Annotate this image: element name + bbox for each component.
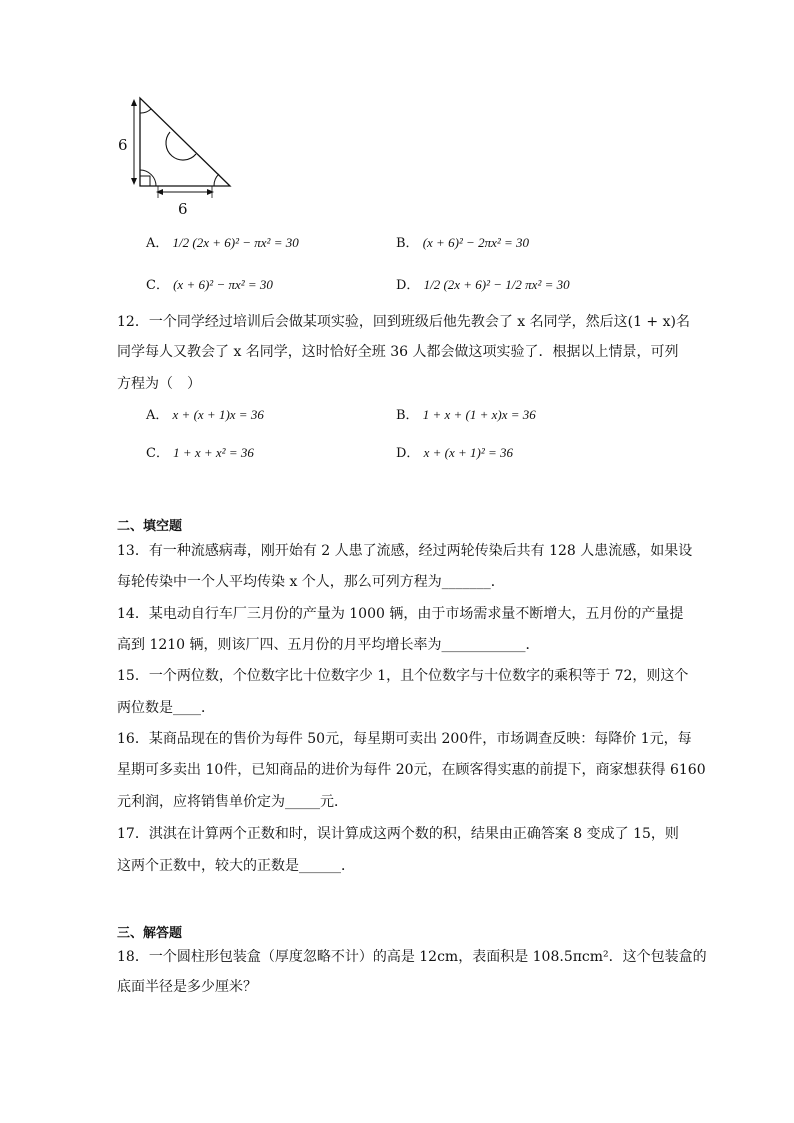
q11-option-a-label: A． — [146, 236, 169, 251]
q11-option-b-expr: (x + 6)² − 2πx² = 30 — [422, 235, 530, 250]
corner-arc-bottom-right — [214, 174, 219, 186]
q11-option-d-expr: 1/2 (2x + 6)² − 1/2 πx² = 30 — [423, 277, 570, 292]
figure-left-label: 6 — [118, 136, 128, 154]
q12-line-1: 12．一个同学经过培训后会做某项实验，回到班级后他先教会了 x 名同学，然后这(1 + x)名 — [117, 314, 690, 330]
q15-line-2: 两位数是____． — [117, 700, 215, 716]
q12-option-d — [396, 442, 513, 461]
section-heading-fill-in: 二、填空题 — [117, 519, 183, 534]
q11-option-b-label: B． — [396, 236, 419, 251]
q12-option-a-label: A． — [146, 408, 169, 423]
q17-line-1: 17．淇淇在计算两个正数和时，误计算成这两个数的积，结果由正确答案 8 变成了 15，则 — [117, 826, 679, 842]
figure-bottom-label: 6 — [178, 200, 188, 218]
corner-arc-top — [140, 109, 151, 113]
right-angle-marker — [140, 176, 150, 186]
q11-option-a-expr: 1/2 (2x + 6)² − πx² = 30 — [172, 235, 299, 250]
bottom-arrow-left — [156, 189, 163, 195]
q12-option-b-label: B． — [396, 408, 419, 423]
q16-line-2: 星期可多卖出 10件，已知商品的进价为每件 20元，在顾客得实惠的前提下，商家想获得 6160 — [117, 762, 706, 778]
q17-line-2: 这两个正数中，较大的正数是______． — [117, 858, 355, 874]
q11-option-d-label: D． — [396, 278, 420, 293]
q14-line-2: 高到 1210 辆，则该厂四、五月份的月平均增长率为____________． — [117, 637, 540, 653]
q12-option-d-expr: x + (x + 1)² = 36 — [423, 445, 513, 460]
q13-line-2: 每轮传染中一个人平均传染 x 个人，那么可列方程为_______． — [117, 574, 505, 590]
q12-option-a-expr: x + (x + 1)x = 36 — [172, 407, 264, 422]
semicircle-arc — [166, 132, 196, 160]
q12-option-d-label: D． — [396, 446, 420, 461]
q16-line-1: 16．某商品现在的售价为每件 50元，每星期可卖出 200件，市场调查反映：每降价 1元，每 — [117, 731, 692, 747]
q18-line-2: 底面半径是多少厘米？ — [117, 979, 257, 995]
triangle-outline — [140, 98, 230, 186]
q12-option-c-label: C． — [146, 446, 169, 461]
q12-line-3: 方程为（ ） — [117, 376, 201, 392]
q18-line-1: 18．一个圆柱形包装盒（厚度忽略不计）的高是 12cm，表面积是 108.5πcm²．这个包装盒的 — [117, 949, 707, 965]
q12-option-c — [146, 442, 254, 461]
section-heading-answer: 三、解答题 — [117, 926, 183, 941]
q12-option-a — [146, 404, 264, 423]
q11-option-c-expr: (x + 6)² − πx² = 30 — [173, 277, 273, 292]
bottom-arrow-right — [207, 189, 214, 195]
q11-option-c-label: C． — [146, 278, 169, 293]
q13-line-1: 13．有一种流感病毒，刚开始有 2 人患了流感，经过两轮传染后共有 128 人患流感，如果设 — [117, 543, 693, 559]
q11-option-b — [396, 232, 529, 251]
q11-option-a — [146, 232, 299, 251]
left-arrow-down — [131, 178, 137, 185]
triangle-figure — [112, 92, 237, 220]
q12-option-c-expr: 1 + x + x² = 36 — [173, 445, 254, 460]
left-arrow-up — [131, 99, 137, 106]
q15-line-1: 15．一个两位数，个位数字比十位数字少 1，且个位数字与十位数字的乘积等于 72，则这个 — [117, 668, 689, 684]
q14-line-1: 14．某电动自行车厂三月份的产量为 1000 辆，由于市场需求量不断增大，五月份的产量提 — [117, 606, 684, 622]
q16-line-3: 元利润，应将销售单价定为_____元． — [117, 794, 348, 810]
q11-option-d — [396, 274, 570, 293]
q12-line-2: 同学每人又教会了 x 名同学，这时恰好全班 36 人都会做这项实验了．根据以上情景，可列 — [117, 344, 679, 360]
q12-option-b — [396, 404, 536, 423]
q11-option-c — [146, 274, 273, 293]
q12-option-b-expr: 1 + x + (1 + x)x = 36 — [422, 407, 536, 422]
corner-arc-bottom-left — [140, 170, 156, 186]
